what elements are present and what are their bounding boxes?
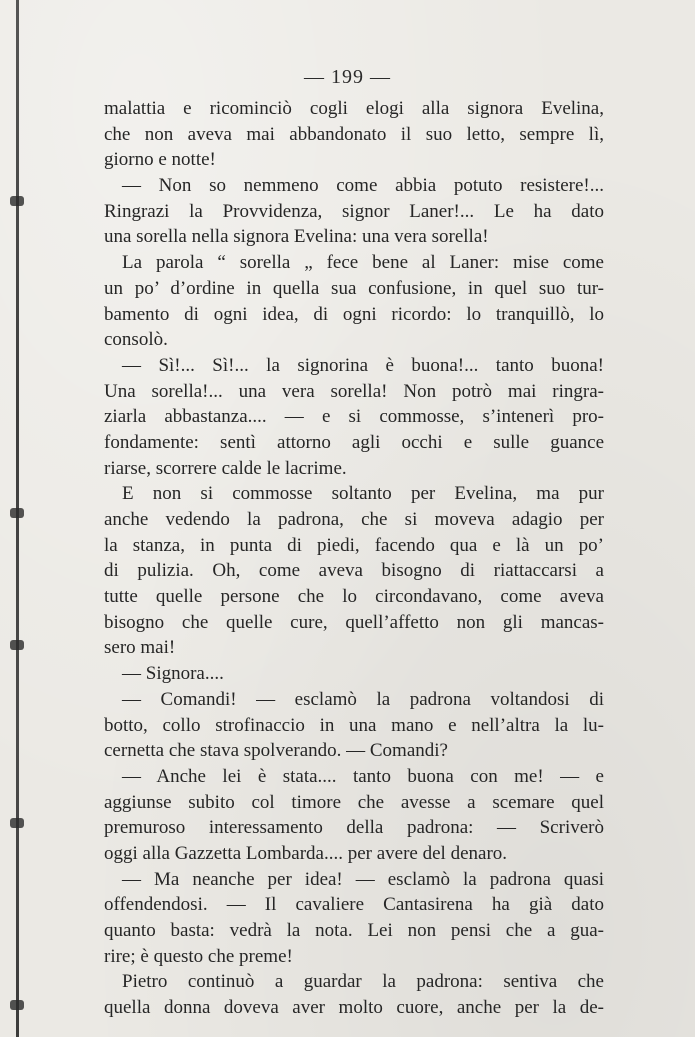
text-line: malattia e ricominciò cogli elogi alla signora Evelina, — [104, 98, 604, 119]
text-line: E non si commosse soltanto per Evelina, ma pur — [122, 483, 604, 505]
text-line: — Ma neanche per idea! — esclamò la padrona quasi — [122, 868, 604, 890]
text-line: ziarla abbastanza.... — e si commosse, s’intenerì pro- — [104, 406, 604, 428]
text-line: aggiunse subito col timore che avesse a scemare quel — [104, 791, 604, 813]
text-line: tutte quelle persone che lo circondavano, come aveva — [104, 586, 604, 608]
page-number: — 199 — — [304, 66, 391, 88]
text-line: — Anche lei è stata.... tanto buona con me! — e — [122, 765, 604, 787]
text-line: la stanza, in punta di piedi, facendo qua e là un po’ — [104, 534, 604, 556]
text-line: offendendosi. — Il cavaliere Cantasirena ha già dato — [104, 894, 604, 916]
binding-edge — [16, 0, 19, 1037]
text-line: — Comandi! — esclamò la padrona voltandosi di — [122, 688, 604, 710]
text-line: quella donna doveva aver molto cuore, anche per la de- — [104, 997, 604, 1019]
binding-mark — [10, 640, 24, 650]
text-line: riarse, scorrere calde le lacrime. — [104, 457, 347, 479]
body-text — [104, 96, 604, 1021]
text-line: bisogno che quelle cure, quell’affetto non gli mancas- — [104, 611, 604, 633]
binding-mark — [10, 196, 24, 206]
text-line: fondamente: sentì attorno agli occhi e sulle guance — [104, 431, 604, 453]
text-line: una sorella nella signora Evelina: una vera sorella! — [104, 226, 489, 248]
text-line: rire; è questo che preme! — [104, 945, 293, 967]
text-line: anche vedendo la padrona, che si moveva adagio per — [104, 509, 604, 530]
text-line: cernetta che stava spolverando. — Comandi? — [104, 740, 448, 762]
text-line: — Sì!... Sì!... la signorina è buona!... tanto buona! — [122, 354, 604, 376]
text-line: Ringrazi la Provvidenza, signor Laner!... Le ha dato — [104, 200, 604, 222]
text-line: consolò. — [104, 329, 168, 351]
text-line: sero mai! — [104, 637, 176, 659]
text-line: botto, collo strofinaccio in una mano e nell’altra la lu- — [104, 714, 604, 736]
text-line: oggi alla Gazzetta Lombarda.... per avere del denaro. — [104, 842, 508, 864]
text-line: di pulizia. Oh, come aveva bisogno di riattaccarsi a — [104, 560, 604, 582]
text-line: — Signora.... — [122, 663, 224, 685]
binding-mark — [10, 508, 24, 518]
text-line: — Non so nemmeno come abbia potuto resistere!... — [122, 175, 604, 197]
text-line: giorno e notte! — [104, 149, 216, 171]
text-line: bamento di ogni idea, di ogni ricordo: lo tranquillò, lo — [104, 303, 604, 325]
text-line: premuroso interessamento della padrona: — Scriverò — [104, 817, 604, 839]
text-line: Una sorella!... una vera sorella! Non potrò mai ringra- — [104, 380, 604, 402]
text-line: Pietro continuò a guardar la padrona: sentiva che — [122, 971, 604, 993]
binding-mark — [10, 1000, 24, 1010]
binding-mark — [10, 818, 24, 828]
text-line: La parola “ sorella „ fece bene al Laner: mise come — [122, 252, 604, 274]
text-line: che non aveva mai abbandonato il suo letto, sempre lì, — [104, 123, 604, 145]
text-line: quanto basta: vedrà la nota. Lei non pensi che a gua- — [104, 920, 604, 941]
text-line: un po’ d’ordine in quella sua confusione, in quel suo tur- — [104, 277, 604, 299]
